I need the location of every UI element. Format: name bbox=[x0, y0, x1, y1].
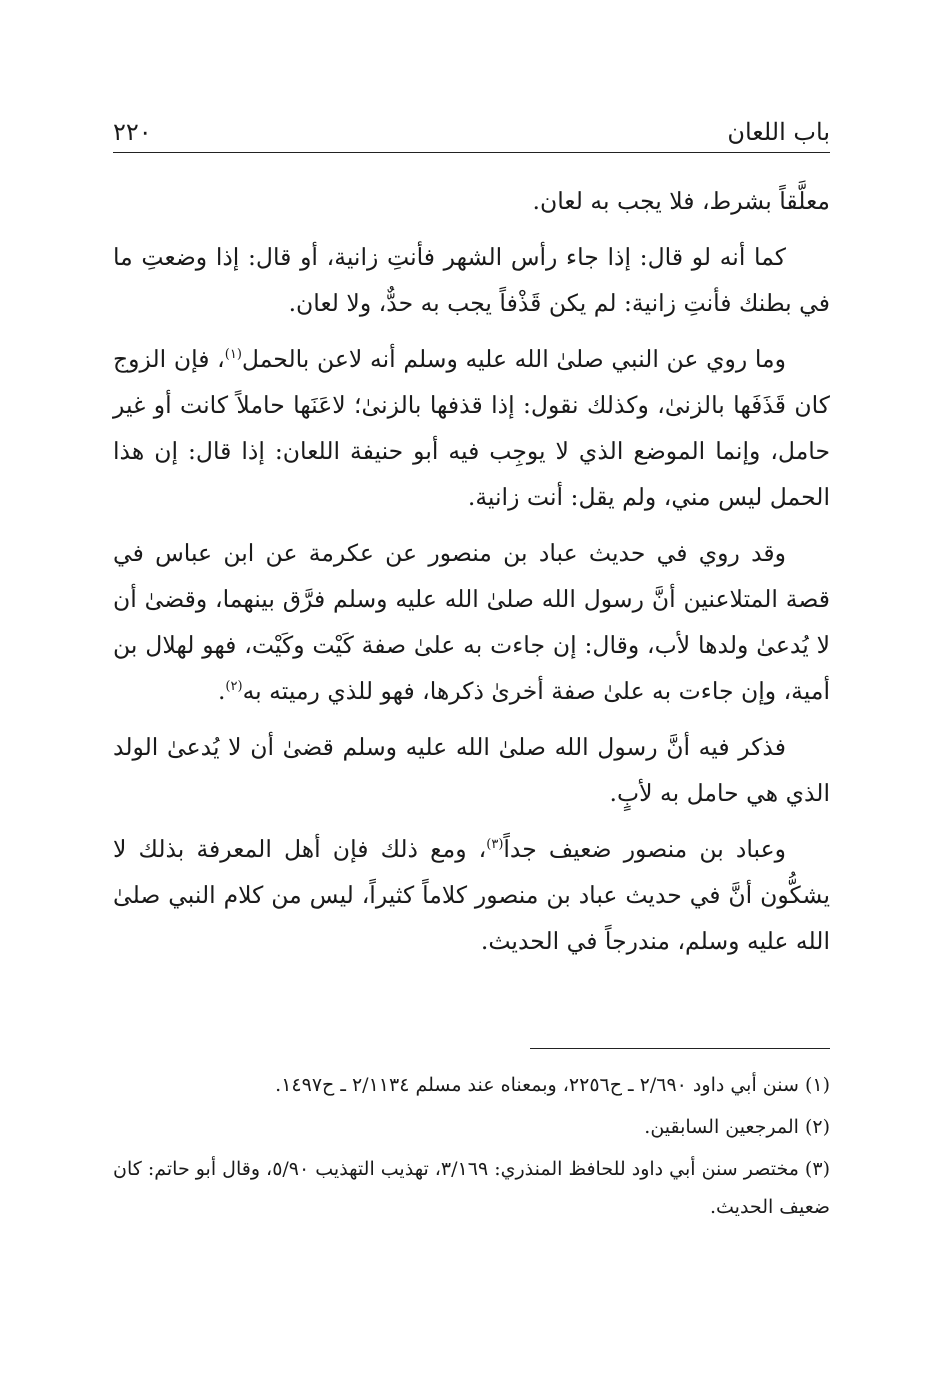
page-number: ٢٢٠ bbox=[113, 118, 152, 146]
footnote-divider bbox=[530, 1048, 830, 1049]
paragraph: كما أنه لو قال: إذا جاء رأس الشهر فأنتِ زانية، أو قال: إذا وضعتِ ما في بطنك فأنتِ زانية: لم يكن قَذْفاً يجب به حدٌّ، ولا لعان. bbox=[113, 243, 830, 317]
footnote-ref: (٢) bbox=[225, 679, 243, 695]
footnote-1: (١) سنن أبي داود ٢/٦٩٠ ـ ح٢٢٥٦، وبمعناه عند مسلم ٢/١١٣٤ ـ ح١٤٩٧. bbox=[275, 1074, 830, 1096]
main-text bbox=[113, 178, 830, 974]
footnote-ref: (١) bbox=[224, 347, 242, 363]
book-page bbox=[113, 0, 830, 1381]
paragraph: وما روي عن النبي صلىٰ الله عليه وسلم أنه لاعن بالحمل$^{(١)}$، فإن الزوج كان قَذَفَها بالزنىٰ، وكذلك نقول: إذا قذفها بالزنىٰ؛ لاعَنَها حاملاً كانت أو غير حامل، وإنما الموضع الذي لا يوجِب فيه أبو حنيفة اللعان: إذا قال: إن هذا الحمل ليس مني، ولم يقل: أنت زانية. bbox=[113, 345, 830, 511]
running-header bbox=[113, 112, 830, 153]
footnote-ref: (٣) bbox=[486, 837, 504, 853]
chapter-title: باب اللعان bbox=[727, 118, 830, 146]
paragraph: وعباد بن منصور ضعيف جداً$^{(٣)}$، ومع ذلك فإن أهل المعرفة بذلك لا يشكُّون أنَّ في حديث عباد بن منصور كلاماً كثيراً، ليس من كلام النبي صلىٰ الله عليه وسلم، مندرجاً في الحديث. bbox=[113, 835, 830, 955]
footnote-2: (٢) المرجعين السابقين. bbox=[644, 1116, 830, 1138]
paragraph: وقد روي في حديث عباد بن منصور عن عكرمة عن ابن عباس في قصة المتلاعنين أنَّ رسول الله صلىٰ الله عليه وسلم فرَّق بينهما، وقضىٰ أن لا يُدعىٰ ولدها لأب، وقال: إن جاءت به علىٰ صفة كَيْت وكَيْت، فهو لهلال بن أمية، وإن جاءت به علىٰ صفة أخرىٰ ذكرها، فهو للذي رميته به$^{(٢)}$. bbox=[113, 539, 830, 705]
paragraph: معلَّقاً بشرط، فلا يجب به لعان. bbox=[532, 187, 830, 215]
paragraph: فذكر فيه أنَّ رسول الله صلىٰ الله عليه وسلم قضىٰ أن لا يُدعىٰ الولد الذي هي حامل به لأبٍ. bbox=[113, 733, 830, 807]
footnote-3: (٣) مختصر سنن أبي داود للحافظ المنذري: ٣/١٦٩، تهذيب التهذيب ٥/٩٠، وقال أبو حاتم: كان ضعيف الحديث. bbox=[113, 1158, 830, 1218]
footnotes bbox=[113, 1066, 830, 1230]
